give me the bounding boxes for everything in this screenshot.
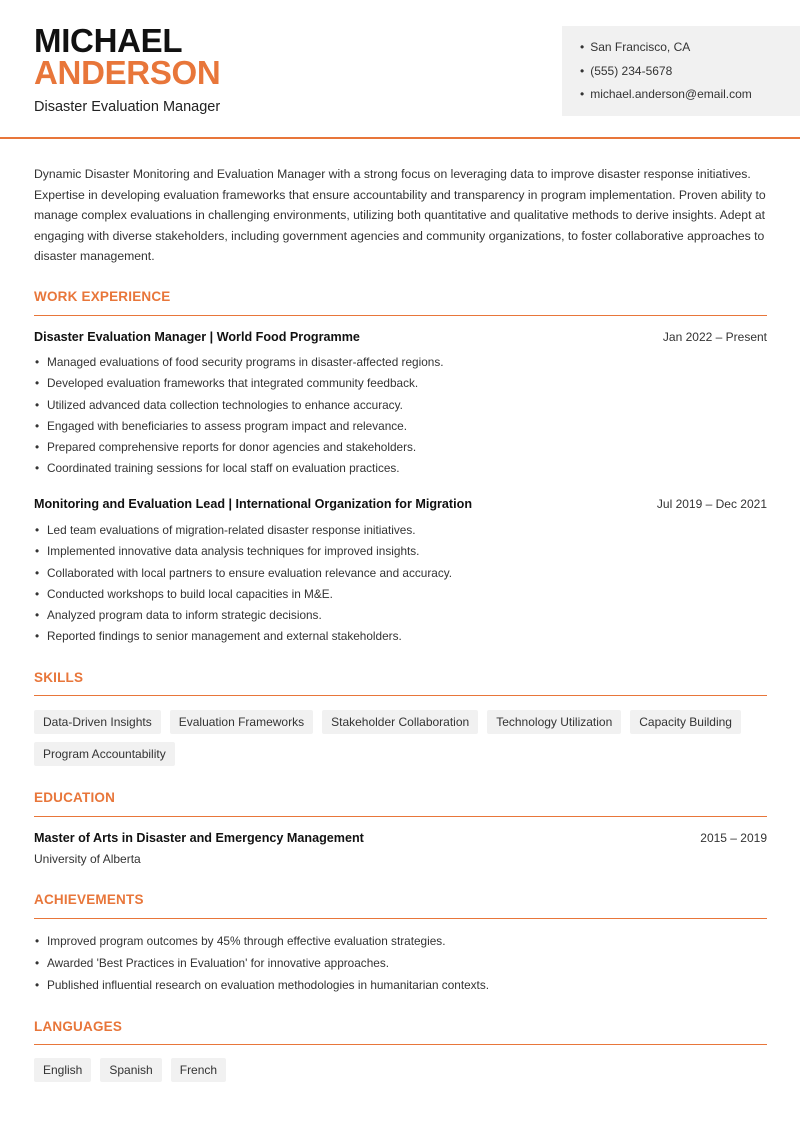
education-header [34, 831, 767, 845]
list-item: • Prepared comprehensive reports for donor agencies and stakeholders. [34, 437, 444, 458]
section-title-work: WORK EXPERIENCE [34, 289, 171, 304]
section-divider [34, 695, 767, 696]
list-item: • Utilized advanced data collection technologies to enhance accuracy. [34, 395, 444, 416]
contact-phone: • (555) 234-5678 [580, 60, 800, 84]
list-item: • Improved program outcomes by 45% through effective evaluation strategies. [34, 930, 489, 952]
list-item: • Engaged with beneficiaries to assess program impact and relevance. [34, 416, 444, 437]
skills-list [34, 710, 767, 766]
list-item: • Managed evaluations of food security programs in disaster-affected regions. [34, 352, 444, 373]
list-item: • Developed evaluation frameworks that integrated community feedback. [34, 373, 444, 394]
first-name: MICHAEL [34, 22, 183, 59]
list-item: • Led team evaluations of migration-related disaster response initiatives. [34, 520, 452, 541]
language-chip: English [34, 1058, 91, 1082]
list-item: • Analyzed program data to inform strategic decisions. [34, 605, 452, 626]
section-title-skills: SKILLS [34, 670, 84, 685]
skill-chip: Stakeholder Collaboration [322, 710, 478, 734]
language-chip: Spanish [100, 1058, 161, 1082]
list-item: • Awarded 'Best Practices in Evaluation' for innovative approaches. [34, 952, 489, 974]
skill-chip: Data-Driven Insights [34, 710, 161, 734]
skill-chip: Technology Utilization [487, 710, 621, 734]
job-header [34, 497, 767, 511]
degree: Master of Arts in Disaster and Emergency Management [34, 831, 364, 845]
language-chip: French [171, 1058, 226, 1082]
skill-chip: Evaluation Frameworks [170, 710, 313, 734]
section-divider [34, 315, 767, 316]
job-header [34, 330, 767, 344]
section-divider [34, 918, 767, 919]
summary-text: Dynamic Disaster Monitoring and Evaluation Manager with a strong focus on leveraging data to improve disaster response initiatives. Expertise in developing evaluation frameworks that ensure accountability and transparency in program implementation. Proven ability to manage complex evaluations in challenging environments, utilizing both quantitative and qualitative methods to derive insights. Adept at engaging with diverse stakeholders, including government agencies and community organizations, to foster collaborative approaches to disaster management. [34, 167, 766, 263]
institution: University of Alberta [34, 852, 141, 866]
list-item: • Implemented innovative data analysis techniques for improved insights. [34, 541, 452, 562]
job-role: Monitoring and Evaluation Lead | International Organization for Migration [34, 497, 473, 511]
education-dates: 2015 – 2019 [700, 831, 767, 845]
job-bullets [34, 520, 452, 648]
list-item: • Conducted workshops to build local capacities in M&E. [34, 584, 452, 605]
languages-list [34, 1058, 767, 1082]
list-item: • Coordinated training sessions for local staff on evaluation practices. [34, 458, 444, 479]
contact-location: • San Francisco, CA [580, 36, 800, 60]
section-title-achievements: ACHIEVEMENTS [34, 892, 144, 907]
candidate-name [34, 24, 220, 89]
job-role: Disaster Evaluation Manager | World Food Programme [34, 330, 360, 344]
list-item: • Reported findings to senior management and external stakeholders. [34, 626, 452, 647]
list-item: • Collaborated with local partners to ensure evaluation relevance and accuracy. [34, 563, 452, 584]
section-divider [34, 816, 767, 817]
section-divider [34, 1044, 767, 1045]
contact-box [562, 26, 800, 116]
job-dates: Jul 2019 – Dec 2021 [656, 497, 767, 511]
job-title: Disaster Evaluation Manager [34, 99, 221, 115]
skill-chip: Program Accountability [34, 742, 175, 766]
job-bullets [34, 352, 444, 480]
list-item: • Published influential research on evaluation methodologies in humanitarian contexts. [34, 974, 489, 996]
resume-header [0, 0, 800, 139]
contact-email: • michael.anderson@email.com [580, 83, 800, 107]
last-name: ANDERSON [34, 54, 221, 91]
section-title-education: EDUCATION [34, 790, 116, 805]
job-dates: Jan 2022 – Present [662, 330, 767, 344]
achievements-list [34, 930, 489, 996]
section-title-languages: LANGUAGES [34, 1019, 123, 1034]
skill-chip: Capacity Building [630, 710, 741, 734]
